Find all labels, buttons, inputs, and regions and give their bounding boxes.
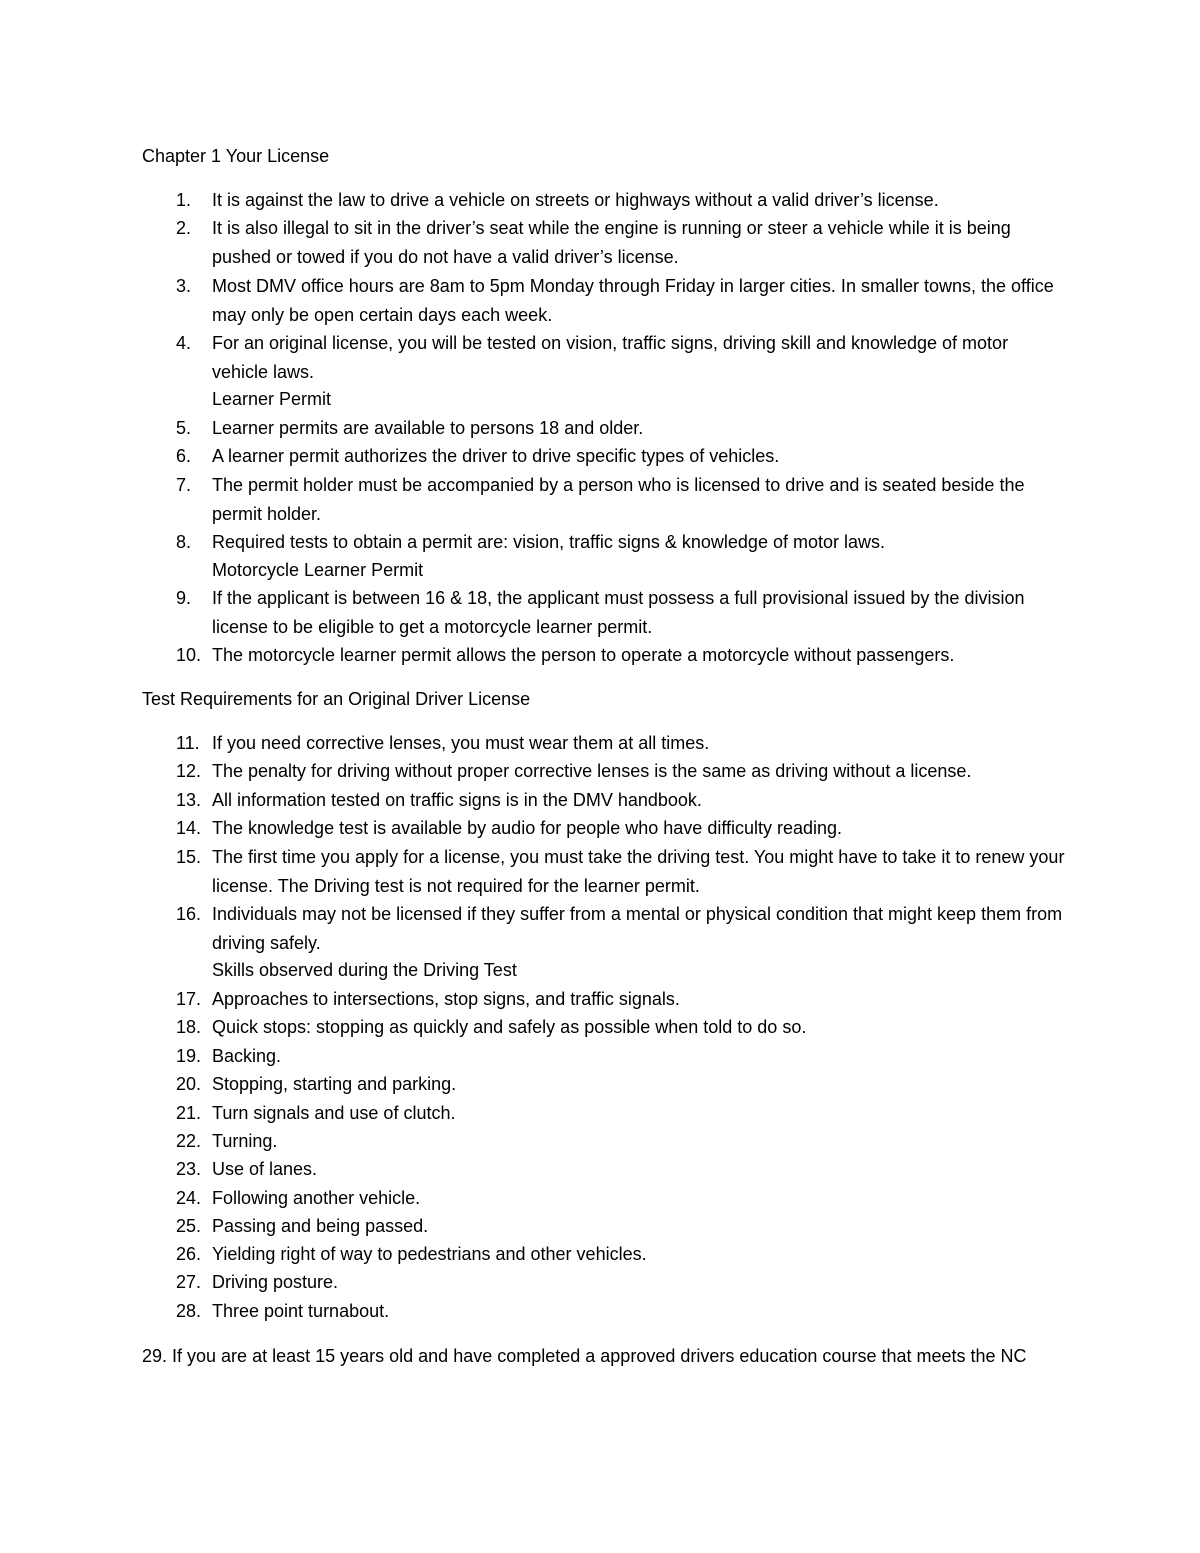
list-item-text: For an original license, you will be tested on vision, traffic signs, driving skill and knowledge of motor vehicle laws.: [212, 333, 1009, 382]
list-item-text: Turning.: [212, 1131, 278, 1151]
list-item: [176, 1212, 1066, 1241]
list-item-number: 23.: [176, 1159, 202, 1179]
list-item-text: The motorcycle learner permit allows the person to operate a motorcycle without passengers.: [212, 645, 955, 665]
list-item: [176, 1297, 1066, 1326]
list-item-number: 6.: [176, 446, 192, 466]
list-item-text: Quick stops: stopping as quickly and safely as possible when told to do so.: [212, 1017, 807, 1037]
list-item-number: 12.: [176, 761, 202, 781]
list-item: [176, 1099, 1066, 1128]
list-item-text: Following another vehicle.: [212, 1188, 421, 1208]
chapter-heading: Chapter 1 Your License: [142, 146, 330, 166]
list-item-number: 13.: [176, 790, 202, 810]
list-item-text: Turn signals and use of clutch.: [212, 1103, 456, 1123]
list-item-number: 19.: [176, 1046, 202, 1066]
list-item-number: 26.: [176, 1244, 202, 1264]
list-item-number: 24.: [176, 1188, 202, 1208]
list-item-text: It is against the law to drive a vehicle on streets or highways without a valid driver’s license.: [212, 190, 939, 210]
list-item-text: Learner permits are available to persons 18 and older.: [212, 418, 644, 438]
list-item: [176, 414, 1066, 443]
list-item: [176, 1042, 1066, 1071]
list-item-text: Three point turnabout.: [212, 1301, 390, 1321]
subheading-learner-permit: Learner Permit: [212, 389, 332, 409]
closing-paragraph: 29. If you are at least 15 years old and have completed a approved drivers education course that meets the NC: [142, 1346, 1027, 1366]
list-item-number: 18.: [176, 1017, 202, 1037]
list-item: [176, 1127, 1066, 1156]
list-item-text: A learner permit authorizes the driver to drive specific types of vehicles.: [212, 446, 780, 466]
list-item-text: If you need corrective lenses, you must wear them at all times.: [212, 733, 710, 753]
list-item-number: 21.: [176, 1103, 202, 1123]
list-item-number: 14.: [176, 818, 202, 838]
list-item: [176, 1184, 1066, 1213]
list-item: [176, 729, 1066, 758]
list-item-text: The penalty for driving without proper corrective lenses is the same as driving without a license.: [212, 761, 972, 781]
list-item: [176, 272, 1066, 329]
list-item-number: 9.: [176, 588, 192, 608]
list-item-text: Required tests to obtain a permit are: vision, traffic signs & knowledge of motor laws.: [212, 532, 885, 552]
list-item: [176, 528, 1066, 557]
list-item-number: 7.: [176, 475, 192, 495]
list-item: [176, 471, 1066, 528]
list-item-number: 28.: [176, 1301, 202, 1321]
list-item-number: 22.: [176, 1131, 202, 1151]
list-item-text: Backing.: [212, 1046, 282, 1066]
list-item-text: The first time you apply for a license, you must take the driving test. You might have to take it to renew your license. The Driving test is not required for the learner permit.: [212, 847, 1065, 896]
list-item: [176, 584, 1066, 641]
list-item: [176, 1155, 1066, 1184]
list-item-text: All information tested on traffic signs is in the DMV handbook.: [212, 790, 702, 810]
list-item-text: Individuals may not be licensed if they suffer from a mental or physical condition that might keep them from driving safely.: [212, 904, 1063, 953]
list-item-number: 11.: [176, 733, 200, 753]
list-item-text: Passing and being passed.: [212, 1216, 429, 1236]
list-item: [176, 900, 1066, 957]
list-item-number: 25.: [176, 1216, 202, 1236]
list-item: [176, 786, 1066, 815]
subheading-motorcycle-permit: Motorcycle Learner Permit: [212, 560, 424, 580]
list-item-number: 8.: [176, 532, 192, 552]
list-item-text: The knowledge test is available by audio for people who have difficulty reading.: [212, 818, 843, 838]
list-item-number: 2.: [176, 218, 192, 238]
list-item-number: 4.: [176, 333, 192, 353]
list-item: [176, 757, 1066, 786]
list-item: [176, 442, 1066, 471]
list-item-text: If the applicant is between 16 & 18, the applicant must possess a full provisional issued by the division license to be eligible to get a motorcycle learner permit.: [212, 588, 1025, 637]
list-item-number: 20.: [176, 1074, 202, 1094]
list-item-number: 10.: [176, 645, 202, 665]
list-item-number: 15.: [176, 847, 202, 867]
list-item-text: Yielding right of way to pedestrians and other vehicles.: [212, 1244, 647, 1264]
list-item-number: 3.: [176, 276, 192, 296]
list-item: [176, 843, 1066, 900]
test-requirements-heading: Test Requirements for an Original Driver License: [142, 689, 531, 709]
list-item: [176, 985, 1066, 1014]
list-item-text: Use of lanes.: [212, 1159, 318, 1179]
list-item-text: Stopping, starting and parking.: [212, 1074, 457, 1094]
list-item: [176, 814, 1066, 843]
list-item-text: Driving posture.: [212, 1272, 339, 1292]
list-item: [176, 1070, 1066, 1099]
list-item: [176, 214, 1066, 271]
list-item-number: 16.: [176, 904, 202, 924]
list-item: [176, 329, 1066, 386]
subheading-driving-test-skills: Skills observed during the Driving Test: [212, 960, 517, 980]
list-item-number: 27.: [176, 1272, 202, 1292]
list-item-text: It is also illegal to sit in the driver’s seat while the engine is running or steer a vehicle while it is being pushed or towed if you do not have a valid driver’s license.: [212, 218, 1011, 267]
list-item: [176, 1268, 1066, 1297]
list-item: [176, 1240, 1066, 1269]
list-item-text: Approaches to intersections, stop signs, and traffic signals.: [212, 989, 680, 1009]
list-item: [176, 1013, 1066, 1042]
list-item-text: Most DMV office hours are 8am to 5pm Monday through Friday in larger cities. In smaller towns, the office may only be open certain days each week.: [212, 276, 1054, 325]
list-item-number: 17.: [176, 989, 202, 1009]
list-item: [176, 641, 1066, 670]
list-item-text: The permit holder must be accompanied by a person who is licensed to drive and is seated beside the permit holder.: [212, 475, 1025, 524]
list-item: [176, 186, 1066, 215]
list-item-number: 5.: [176, 418, 192, 438]
list-item-number: 1.: [176, 190, 192, 210]
